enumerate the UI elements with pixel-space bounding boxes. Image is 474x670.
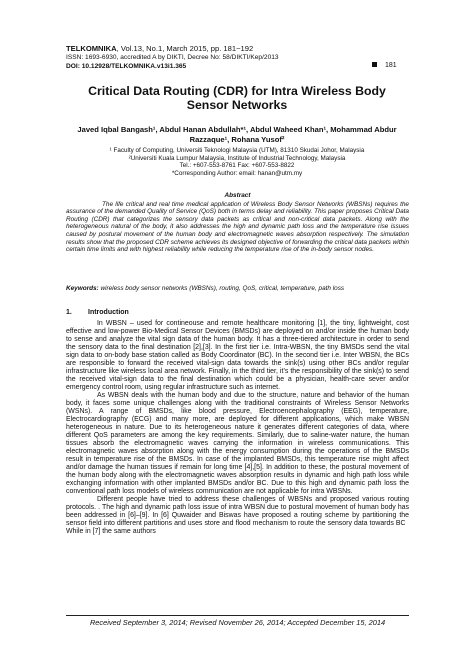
affiliation-line1: ¹ Faculty of Computing, Universiti Teknologi Malaysia (UTM), 81310 Skudai Johor, Malaysia <box>109 147 365 154</box>
abstract-label: Abstract <box>224 192 251 199</box>
footer-divider <box>66 615 409 616</box>
keywords <box>66 285 409 293</box>
journal-header <box>66 44 416 71</box>
affiliation-line2: ²Universiti Kuala Lumpur Malaysia, Institute of Industrial Technology, Malaysia <box>128 154 346 162</box>
abstract <box>66 192 409 254</box>
author-line1: Javed Iqbal Bangash¹, Abdul Hanan Abdullah*¹, Abdul Waheed Khan¹, Mohammad Abdur <box>77 125 397 134</box>
journal-issn: ISSN: 1693-6930, accredited A by DIKTI, Decree No: 58/DIKTI/Kep/2013 <box>66 54 279 61</box>
received-dates: Received September 3, 2014; Revised November 26, 2014; Accepted December 15, 2014 <box>89 618 386 627</box>
page-number-box <box>372 62 397 69</box>
author-list <box>58 125 416 144</box>
keywords-text: wireless body sensor networks (WBSNs), routing, QoS, critical, temperature, path loss <box>100 285 345 292</box>
section-heading <box>66 309 129 316</box>
journal-volume-info: , Vol.13, No.1, March 2015, pp. 181~192 <box>116 44 254 53</box>
body-paragraph: Different people have tried to address these challenges of WBSNs and proposed various routing protocols. . The high and dynamic path loss issue of intra WBSN due to postural movement of human body has been addressed in [6]–[9]. In [6] Quwaider and Biswas have proposed a routing scheme by partitioning the sensor field into different partitions and uses store and flood mechanism to route the sensory data towards BC While in [7] the same authors <box>66 496 409 536</box>
abstract-text: The life critical and real time medical application of Wireless Body Sensor Networks (WBSNs) requires the assurance of the demanded Quality of Service (QoS) both in terms delay and reliability. This paper proposes Critical Data Routing (CDR) that categorizes the sensory data packets as critical and non-critical data packets. Along with the heterogeneous natural of the body, it also addresses the high and dynamic path loss and the temperature rise issues caused by postural movement of the human body and electromagnetic waves absorption respectively. The simulation results show that the proposed CDR scheme achieves its designed objective of forwarding the critical data packets within certain time limits and with highest reliability while reducing the temperature rise of the in-body sensor nodes. <box>66 200 409 254</box>
journal-citation <box>66 44 416 53</box>
body-paragraph: In WBSN – used for contineouse and remote healthcare monitoring [1], the tiny, lightweight, cost effective and low-power Bio-Medical Sensor Devices (BMSDs) are deployed on and/or inside the human body to sense and analyze the vital sign data of the human body. It has a three-tiered architecture in order to send the sensory data to the final destination [2],[3]. In the first tier i.e. Intra-WBSN, the tiny BMSDs send the vital sign data to on-body base station called as Body Coordinator (BC). In the second tier i.e. Inter WBSN, the BCs are responsible to forward the received vital-sign data towards the sink(s) using other BCs and/or regular infrastructure like wireless local area network. Finally, in the third tier, it’s the responsibility of the sink(s) to send the received vital-sign data to the final destination which could be a physician, health-care sever and/or emergency control room, using regular infrastructure such as internet. <box>66 320 409 392</box>
contact-phone: Tel.: +607-553-8761 Fax: +607-553-8822 <box>179 162 295 170</box>
body-paragraph: As WBSN deals with the human body and due to the structure, nature and behavior of the human body, it faces some unique challenges along with the traditional constraints of Wireless Sensor Networks (WSNs). A range of BMSDs, like blood pressure, Electroencephalography (EEG), temperature, Electrocardiography (ECG) and many more, are deployed for different applications, which make WBSN heterogeneous in nature. Due to its heterogeneous nature it generates different categories of data, where different QoS parameters are among the key requirements. Similarly, due to saline-water nature, the human tissues absorb the electromagnetic waves carrying the information in wireless communications. This electromagnetic waves absorption along with the energy consumption during the operations of the BMSDs result in temperature rise of the BMSDs. In case of the implanted BMSDs, this temperature rise might affect and/or damage the human tissues if remain for long time [4],[5]. In addition to these, the postural movement of the human body along with the electromagnetic waves absorption results in dynamic and high path loss while exchanging information with other implanted BMSDs and/or BC. Due to this high and dynamic path loss the conventional path loss models of wireless communication are not applicable for intra WBSNs. <box>66 392 409 496</box>
journal-name: TELKOMNIKA <box>66 44 117 53</box>
author-line2: Razzaque¹, Rohana Yusof² <box>189 134 285 144</box>
paper-title-line1: Critical Data Routing (CDR) for Intra Wireless Body <box>88 84 386 98</box>
section-number: 1. <box>66 309 72 316</box>
affiliations <box>80 147 394 177</box>
page-number: 181 <box>385 62 397 69</box>
corresponding-author: *Corresponding Author: email: hanan@utm.my <box>171 169 303 177</box>
paper-title-line2: Sensor Networks <box>186 98 288 112</box>
section-body <box>66 320 409 536</box>
journal-doi: DOI: 10.12928/TELKOMNIKA.v13i1.365 <box>66 63 187 70</box>
keywords-label: Keywords: <box>66 285 99 292</box>
square-bullet-icon <box>372 62 377 67</box>
section-title: Introduction <box>88 309 129 316</box>
paper-title <box>60 84 414 112</box>
